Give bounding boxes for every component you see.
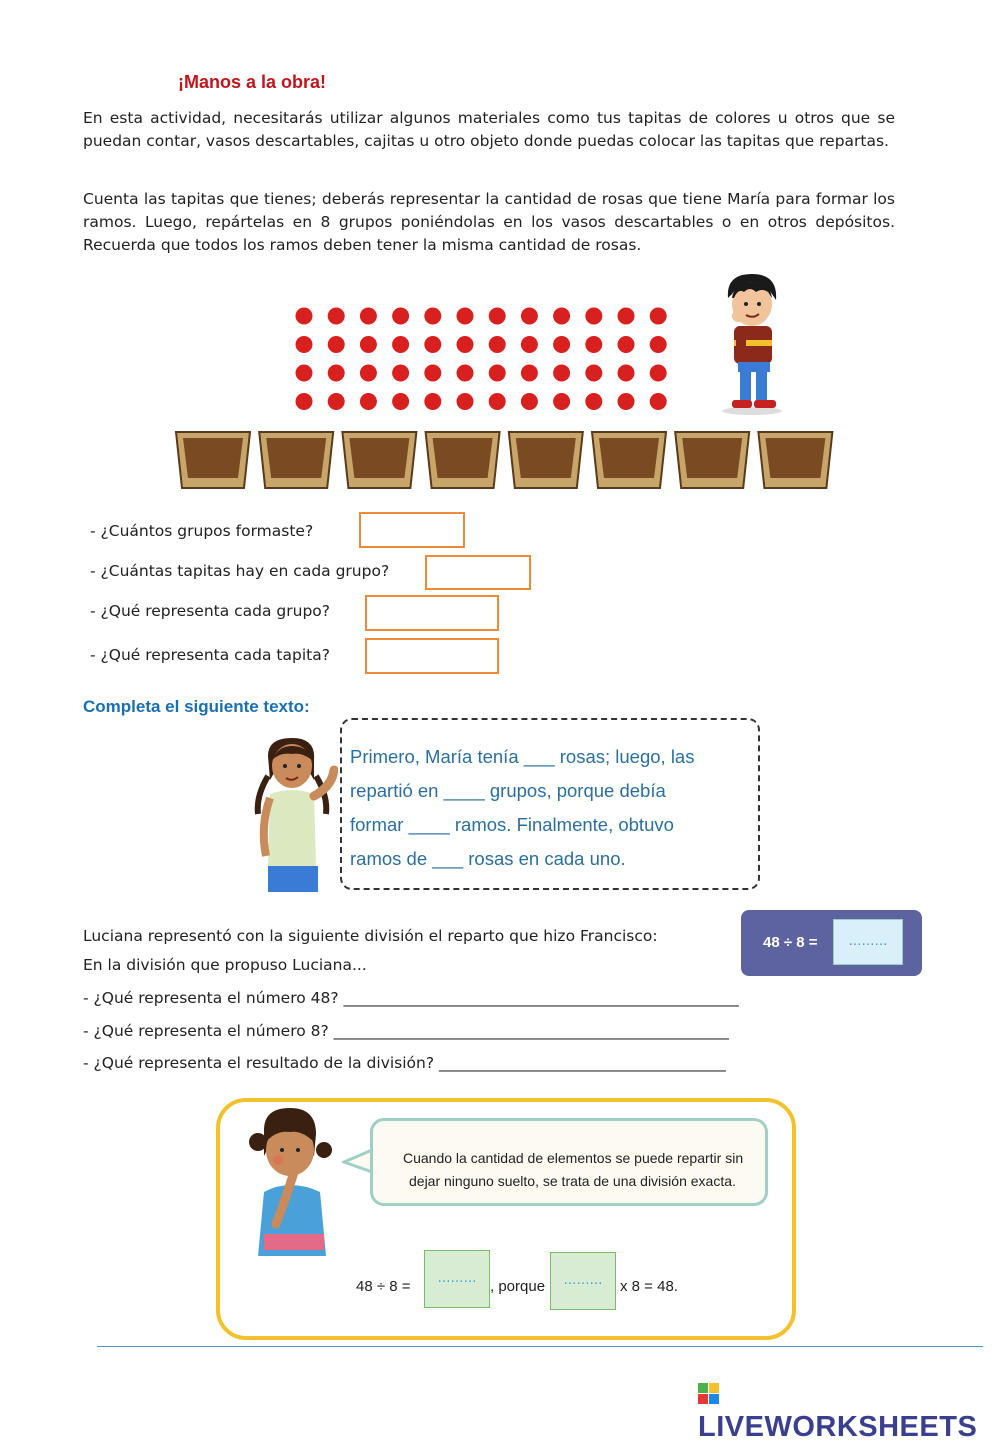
bottle-cap [392,365,409,382]
bottle-cap [618,393,635,410]
tray [259,432,333,488]
fill-line-3[interactable]: formar ____ ramos. Finalmente, obtuvo [350,814,674,835]
bottle-cap [521,365,538,382]
intro-paragraph-2: Cuenta las tapitas que tienes; deberás representar la cantidad de rosas que tiene María para formar los ramos. Luego, repártelas en 8 grupos poniéndolas en los vasos descartables o en otros depósitos. Recuerda que todos los ramos deben tener la misma cantidad de rosas. [83,190,895,254]
division-expression-box [741,910,922,976]
bottle-cap [296,365,313,382]
bottle-cap [424,336,441,353]
bottle-caps-grid [290,300,675,412]
bottle-cap [618,308,635,325]
question-groups: - ¿Cuántos grupos formaste? [90,522,314,540]
bottle-cap [328,308,345,325]
bottle-cap [392,393,409,410]
speech-line-2: dejar ninguno suelto, se trata de una división exacta. [409,1173,736,1189]
bottle-cap [328,336,345,353]
bottle-cap [521,308,538,325]
logo-text: LIVEWORKSHEETS [698,1411,978,1443]
bottle-cap [618,365,635,382]
division-result-input[interactable]: ……… [833,919,903,965]
question-number-8[interactable]: - ¿Qué representa el número 8? ___________________________________________________ [83,1022,729,1040]
question-caps-per-group: - ¿Cuántas tapitas hay en cada grupo? [90,562,390,580]
equation-part-1: 48 ÷ 8 = [356,1278,411,1295]
tray [342,432,416,488]
bottle-cap [296,393,313,410]
tray [675,432,749,488]
bottle-cap [392,336,409,353]
bottle-cap [457,365,474,382]
tray [758,432,832,488]
boy-illustration [716,270,788,416]
division-label: 48 ÷ 8 = [763,934,818,951]
girl-illustration [248,736,338,894]
bottle-cap [650,365,667,382]
bottle-cap [585,365,602,382]
answer-box-group-meaning[interactable] [365,595,499,631]
bottle-cap [457,393,474,410]
bottle-cap [360,393,377,410]
question-cap-meaning: - ¿Qué representa cada tapita? [90,646,330,664]
answer-box-caps-per-group[interactable] [425,555,531,590]
answer-box-groups[interactable] [359,512,465,548]
bottle-cap [553,393,570,410]
intro-paragraph-1: En esta actividad, necesitarás utilizar algunos materiales como tus tapitas de colores u otros que se puedan contar, vasos descartables, cajitas u otro objeto donde puedas colocar las tapitas que repartas. [83,109,895,150]
tray [509,432,583,488]
answer-box-cap-meaning[interactable] [365,638,499,674]
bottle-cap [360,365,377,382]
complete-text-title: Completa el siguiente texto: [83,697,310,716]
quotient-input[interactable]: ……… [424,1250,490,1308]
factor-input[interactable]: ……… [550,1252,616,1310]
question-group-meaning: - ¿Qué representa cada grupo? [90,602,331,620]
bottle-cap [424,393,441,410]
bottle-cap [650,308,667,325]
equation-part-3: x 8 = 48. [620,1278,678,1295]
bottle-cap [392,308,409,325]
division-subintro: En la división que propuso Luciana... [83,956,367,974]
bottle-cap [424,365,441,382]
bottle-cap [585,308,602,325]
bottle-cap [489,393,506,410]
bottle-cap [553,308,570,325]
bottle-cap [553,365,570,382]
bottle-cap [489,308,506,325]
exact-division-box [216,1098,796,1340]
tray [592,432,666,488]
bottle-cap [360,308,377,325]
bottle-cap [618,336,635,353]
bottle-cap [553,336,570,353]
bottle-cap [489,336,506,353]
question-division-result[interactable]: - ¿Qué representa el resultado de la división? _____________________________________ [83,1054,726,1072]
tray [176,432,250,488]
bottle-cap [360,336,377,353]
tray [426,432,500,488]
speech-line-1: Cuando la cantidad de elementos se puede repartir sin [403,1150,744,1166]
question-number-48[interactable]: - ¿Qué representa el número 48? ___________________________________________________ [83,989,739,1007]
bottle-cap [328,393,345,410]
logo-icon [698,1380,720,1402]
division-intro: Luciana representó con la siguiente división el reparto que hizo Francisco: [83,927,658,945]
bottle-cap [489,365,506,382]
bottle-cap [296,308,313,325]
bottle-cap [650,393,667,410]
bottle-cap [650,336,667,353]
bottle-cap [585,393,602,410]
bottle-cap [457,308,474,325]
bottle-cap [457,336,474,353]
bottle-cap [521,393,538,410]
equation-part-2: , porque [490,1278,546,1295]
footer-divider [97,1346,983,1347]
trays-row [172,428,836,492]
speech-bubble [370,1118,768,1206]
fill-in-text-box [340,718,760,890]
fill-line-2[interactable]: repartió en ____ grupos, porque debía [350,780,666,801]
bottle-cap [585,336,602,353]
bottle-cap [424,308,441,325]
bottle-cap [328,365,345,382]
fill-line-1[interactable]: Primero, María tenía ___ rosas; luego, las [350,746,695,767]
page-title: ¡Manos a la obra! [178,72,327,92]
bottle-cap [521,336,538,353]
liveworksheets-logo[interactable] [698,1378,1000,1444]
bottle-cap [296,336,313,353]
thinking-girl-illustration [236,1106,336,1276]
fill-line-4[interactable]: ramos de ___ rosas en cada uno. [350,848,626,869]
